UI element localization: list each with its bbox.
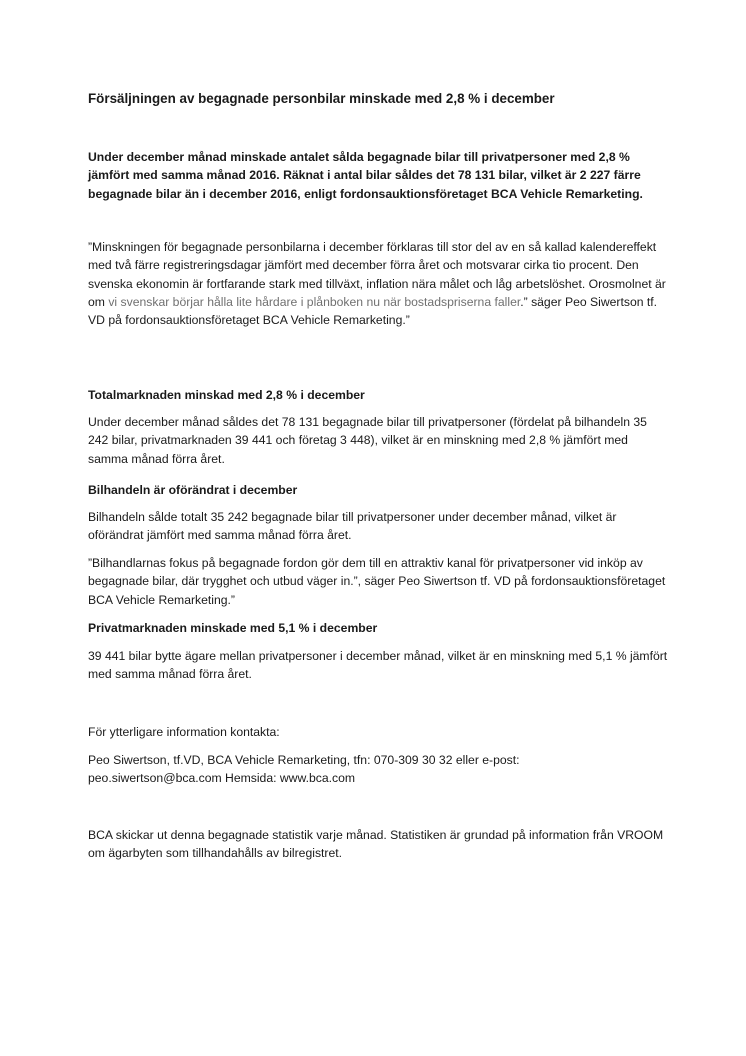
section-heading-total-market: Totalmarknaden minskad med 2,8 % i december [88,388,365,402]
quote-text-start: ”Minskningen för begagnade personbilarna i december förklaras till stor del av en så kallad kalendereffekt med två färre registreringsdagar jämfört med december förra året och motsvarar cirka tio procent. Den svenska ekonomin är fortfarande stark med tillväxt, inflation nära målet och låg arbetslöshet. Orosmolnet är om [88,240,666,309]
footer-note: BCA skickar ut denna begagnade statistik varje månad. Statistiken är grundad på information från VROOM om ägarbyten som tillhandahålls av bilregistret. [88,828,664,861]
quote-text-end: .” säger Peo Siwertson tf. VD på fordonsauktionsföretaget BCA Vehicle Remarketing.” [88,294,658,328]
section-heading-private-market: Privatmarknaden minskade med 5,1 % i december [88,621,378,635]
document-title: Försäljningen av begagnade personbilar minskade med 2,8 % i december [88,91,555,106]
section-text-total-market: Under december månad såldes det 78 131 begagnade bilar till privatpersoner (fördelat på bilhandeln 35 242 bilar, privatmarknaden 39 441 och företag 3 448), vilket är en minskning med 2,8 % jämfört med samma månad förra året. [88,415,647,466]
contact-intro: För ytterligare information kontakta: [88,725,280,739]
contact-details: Peo Siwertson, tf.VD, BCA Vehicle Remarketing, tfn: 070-309 30 32 eller e-post: peo.siwertson@bca.com Hemsida: www.bca.com [88,753,520,786]
section-quote-dealers: ”Bilhandlarnas fokus på begagnade fordon gör dem till en attraktiv kanal för privatpersoner vid inköp av begagnade bilar, där trygghet och utbud väger in.”, säger Peo Siwertson tf. VD på fordonsauktionsföretaget BCA Vehicle Remarketing.” [88,556,666,607]
section-text-private-market: 39 441 bilar bytte ägare mellan privatpersoner i december månad, vilket är en minskning med 5,1 % jämfört med samma månad förra året. [88,649,668,682]
quote-paragraph [88,238,668,329]
quote-highlight: vi svenskar börjar hålla lite hårdare i plånboken nu när bostadspriserna faller [108,294,521,309]
section-heading-dealers: Bilhandeln är oförändrat i december [88,483,298,497]
section-text-dealers: Bilhandeln sålde totalt 35 242 begagnade bilar till privatpersoner under december månad, vilket är oförändrat jämfört med samma månad förra året. [88,510,617,543]
lead-paragraph: Under december månad minskade antalet sålda begagnade bilar till privatpersoner med 2,8 % jämfört med samma månad 2016. Räknat i antal bilar såldes det 78 131 bilar, vilket är 2 227 färre begagnade bilar än i december 2016, enligt fordonsauktionsföretaget BCA Vehicle Remarketing. [88,150,643,201]
